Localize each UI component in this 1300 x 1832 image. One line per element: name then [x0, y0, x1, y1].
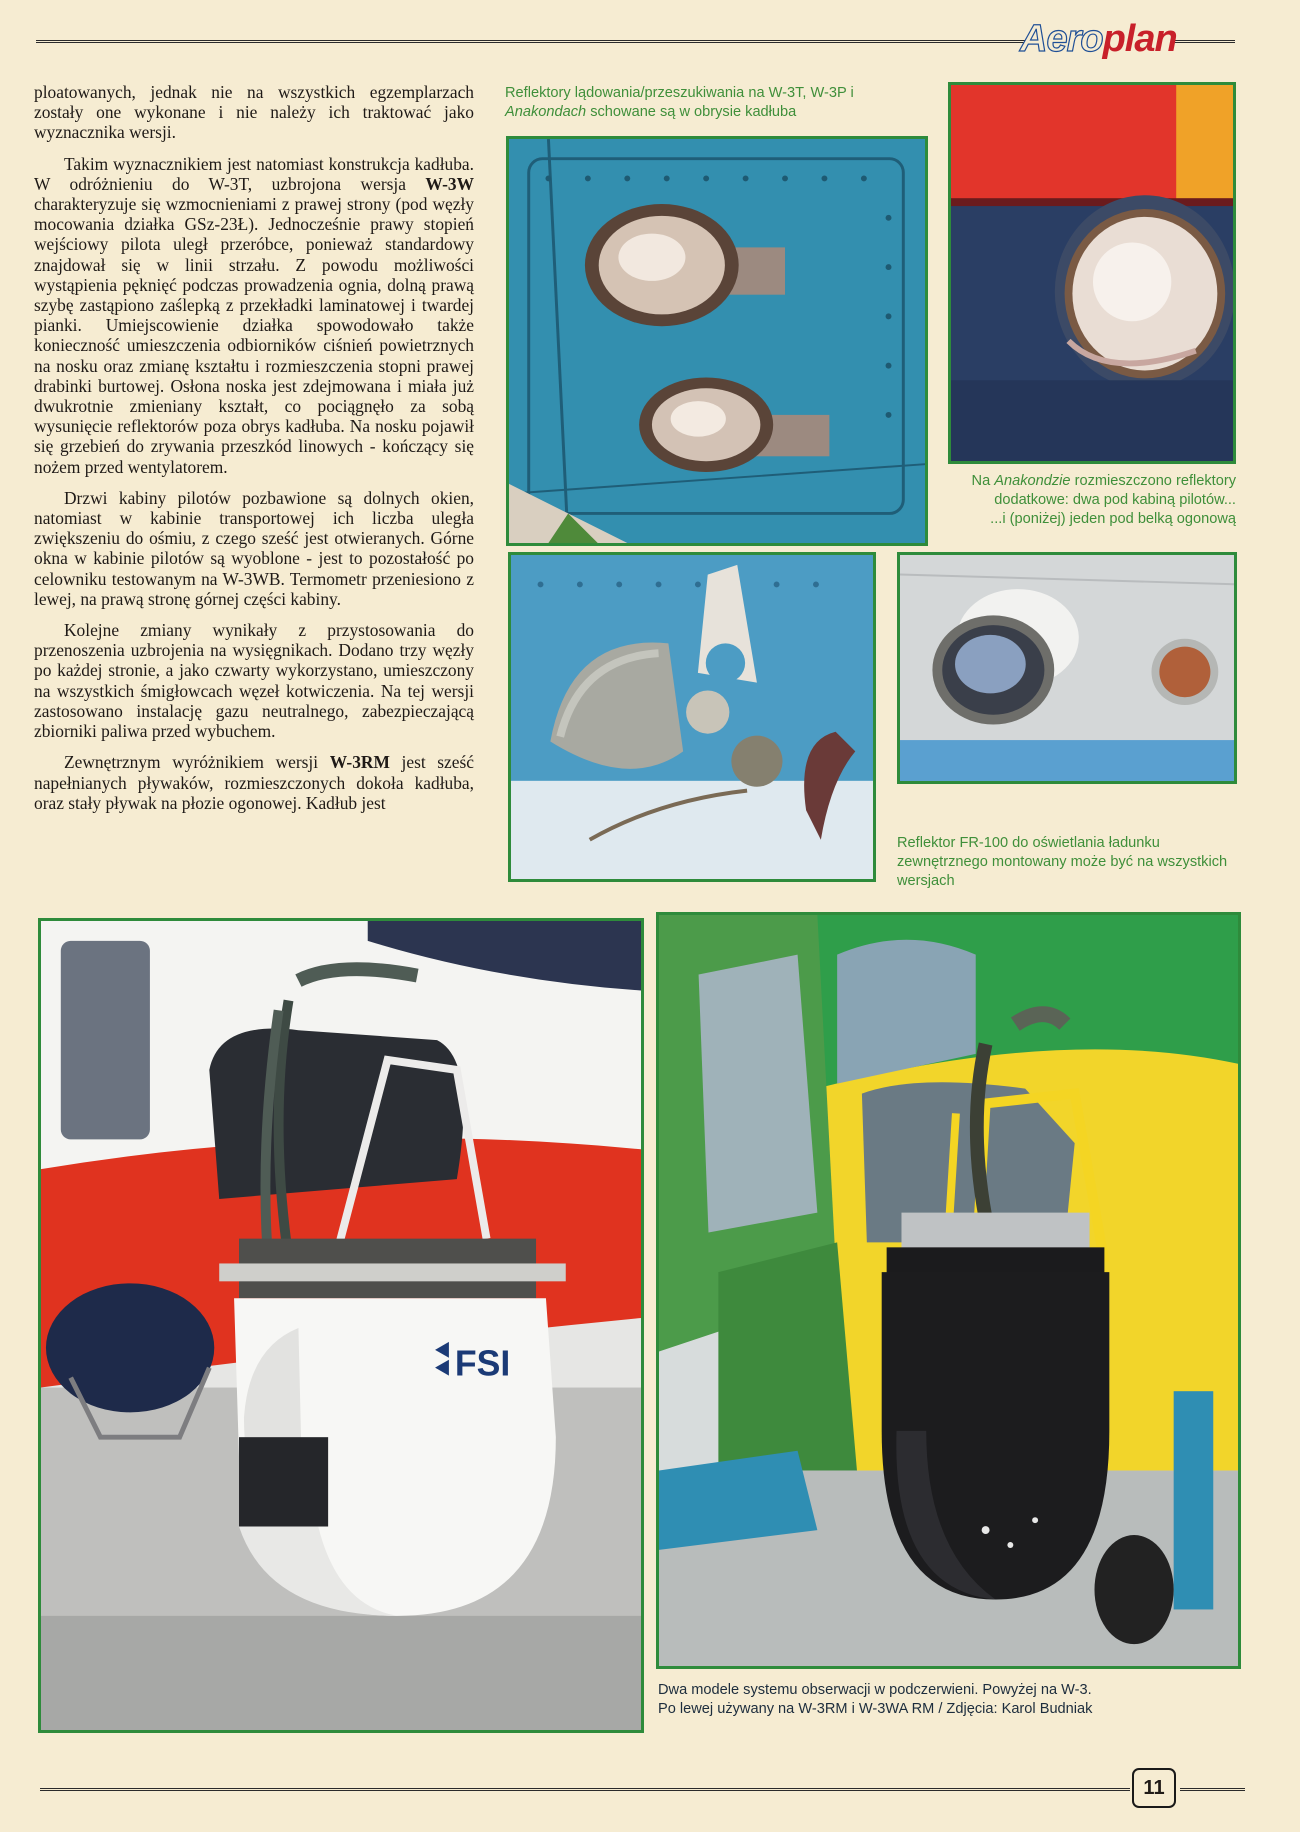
caption-text: Reflektory lądowania/przeszukiwania na W-3T, W-3P i [505, 85, 854, 101]
caption-line: Dwa modele systemu obserwacji w podczerwieni. Powyżej na W-3. [658, 1682, 1092, 1698]
header-rule [36, 40, 1036, 43]
article-paragraph-5 [34, 752, 474, 813]
article-paragraph-4: Kolejne zmiany wynikały z przystosowania do przenoszenia uzbrojenia na wysięgnikach. Dodano trzy węzły po każdej stronie, a jako czwarty wykorzystano, umieszczony na wszystkich śmigłowcach węzeł kotwiczenia. Na tej wersji zastosowano instalację gazu neutralnego, zabezpieczającą zbiorniki paliwa przed wybuchem. [34, 620, 474, 742]
caption-fr100: Reflektor FR-100 do oświetlania ładunku zewnętrznego montowany może być na wszystkich wersjach [897, 835, 1228, 889]
article-paragraph-3: Drzwi kabiny pilotów pozbawione są dolnych okien, natomiast w kabinie transportowej ich liczba uległa zwiększeniu do ośmiu, z czego sześć jest otwieranych. Górne okna w kabinie pilotów są wyoblone - jest to pozostałość po celowniku testowanym na W-3WB. Termometr przeniesiono z lewej, na prawą stronę górnej części kabiny. [34, 487, 474, 609]
caption-text: Na [971, 473, 995, 489]
logo-part-plan: plan [1102, 18, 1177, 60]
fsi-turret-label: FSI [454, 1343, 511, 1384]
caption-anakonda-lights [930, 472, 1236, 529]
caption-italic: Anakondzie [994, 473, 1071, 489]
article-text: Takim wyznacznikiem jest natomiast konstrukcja kadłuba. W odróżnieniu do W-3T, uzbrojona wersja [34, 153, 474, 194]
caption-italic: Anakondach [505, 104, 587, 120]
photo-searchlight-cockpit [948, 82, 1236, 464]
article-text: jest sześć napełnianych pływaków, rozmieszczonych dokoła kadłuba, oraz stały pływak na płozie ogonowej. Kadłub jest [34, 752, 474, 813]
magazine-logo [1020, 14, 1180, 64]
caption-text: ...i (poniżej) jeden pod belką ogonową [990, 511, 1236, 527]
photo-tail-boom-light [897, 552, 1237, 784]
version-name-w3rm: W-3RM [329, 752, 390, 773]
version-name-w3w: W-3W [425, 173, 474, 194]
article-text: charakteryzuje się wzmocnieniami z prawej strony (pod węzły mocowania działka GSz-23Ł). Jednocześnie prawy stopień wejściowy pilota uległ przeróbce, ponieważ standardowy znajdował się w linii strzału. Z powodu możliwości wystąpienia pęknięć podczas prowadzenia ognia, dolną prawą szybę zastąpiono zaślepką z przekładki laminatowej i twardej pianki. Umiejscowienie działka spowodowało także konieczność umieszczenia odbiorników ciśnień powietrznych na nosku oraz zmianę kształtu i rozmieszczenia stopni prawej drabinki burtowej. Osłona noska jest zdejmowana i miała już dwukrotnie zmieniany kształt, co pociągnęło za sobą wysunięcie reflektorów poza obrys kadłuba. Na nosku pojawił się grzebień do zrywania przeszkód linowych - kończący się nożem przed wentylatorem. [34, 194, 474, 477]
caption-landing-lights [505, 84, 930, 122]
caption-infrared-systems [658, 1681, 1238, 1719]
photo-fsi-infrared-turret [38, 918, 644, 1733]
footer-rule [40, 1788, 1130, 1791]
caption-text: rozmieszczono reflektory dodatkowe: dwa pod kabiną pilotów... [994, 473, 1236, 508]
footer-rule-end [1180, 1788, 1245, 1791]
article-column [34, 82, 474, 824]
photo-recessed-landing-lights [506, 136, 928, 546]
article-paragraph-2 [34, 154, 474, 477]
page-number: 11 [1132, 1768, 1176, 1808]
article-paragraph-1: ploatowanych, jednak nie na wszystkich egzemplarzach zostały one wykonane i nie należy ich traktować jako wyznacznika wersji. [34, 82, 474, 143]
photo-black-infrared-turret [656, 912, 1241, 1669]
photo-fr100-cargo-light [508, 552, 876, 882]
caption-line: Po lewej używany na W-3RM i W-3WA RM / Zdjęcia: Karol Budniak [658, 1701, 1093, 1717]
caption-text: schowane są w obrysie kadłuba [586, 104, 797, 120]
article-text: Zewnętrznym wyróżnikiem wersji [64, 752, 330, 773]
logo-part-aero: Aero [1020, 18, 1103, 60]
header-rule-end [1175, 40, 1235, 43]
